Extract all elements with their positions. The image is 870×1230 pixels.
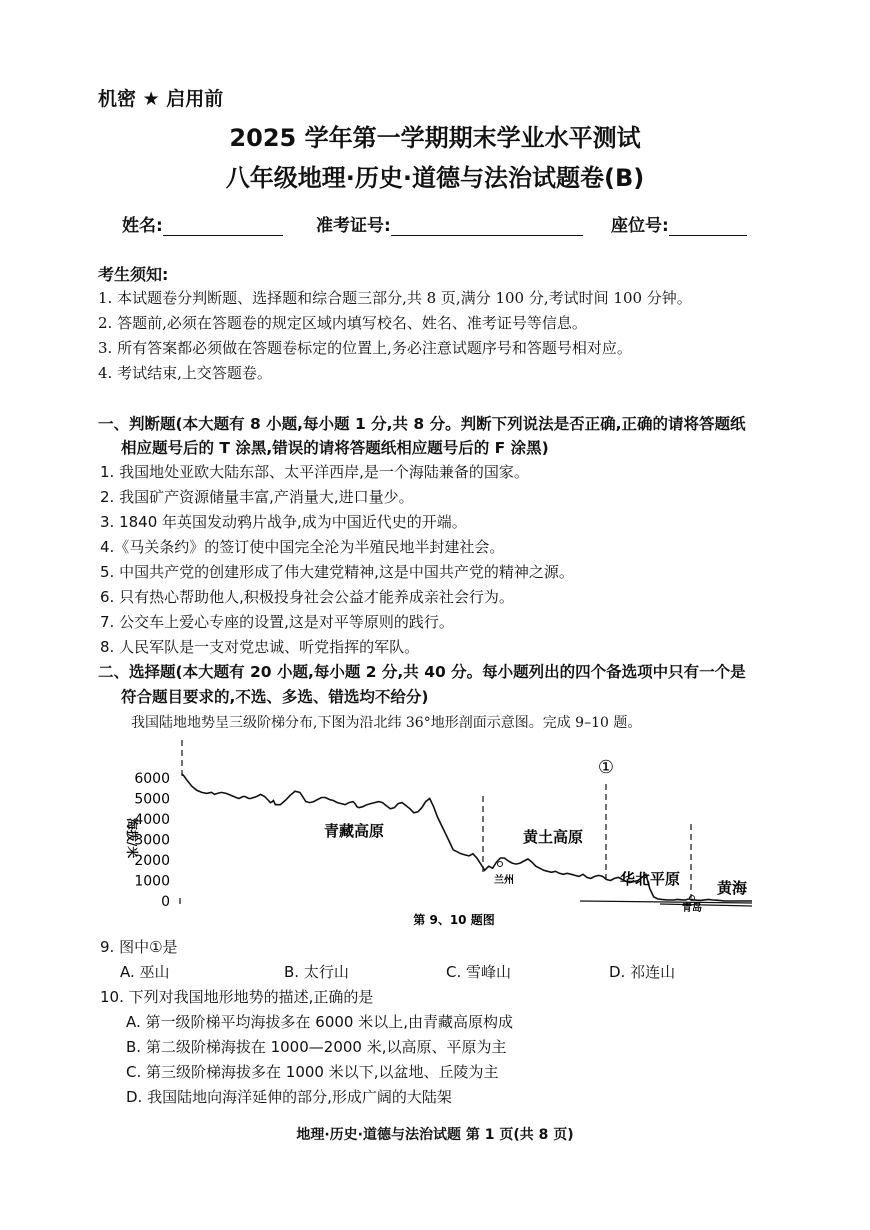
notes-heading: 考生须知: (98, 265, 169, 284)
y-tick-label: 2000 (134, 853, 170, 869)
judgment-item: 1. 我国地处亚欧大陆东部、太平洋西岸,是一个海陆兼备的国家。 (100, 463, 529, 481)
note-item: 4. 考试结束,上交答题卷。 (98, 364, 272, 382)
region-label: 黄土高原 (522, 828, 584, 846)
y-tick-label: 0 (161, 894, 170, 910)
region-label: 黄海 (716, 879, 748, 897)
note-item: 2. 答题前,必须在答题卷的规定区域内填写校名、姓名、准考证号等信息。 (98, 314, 587, 332)
region-label: 青藏高原 (323, 822, 385, 840)
exam-id-blank[interactable] (391, 217, 583, 236)
y-tick-label: 3000 (134, 832, 170, 849)
q10-option-d[interactable]: D. 我国陆地向海洋延伸的部分,形成广阔的大陆架 (126, 1088, 452, 1106)
note-item: 3. 所有答案都必须做在答题卷标定的位置上,务必注意试题序号和答题号相对应。 (98, 339, 632, 357)
y-tick-label: 1000 (134, 873, 170, 890)
place-dot (498, 862, 503, 867)
name-blank[interactable] (163, 217, 283, 236)
section1-heading-cont: 相应题号后的 T 涂黑,错误的请将答题纸相应题号后的 F 涂黑) (121, 439, 549, 457)
judgment-item: 3. 1840 年英国发动鸦片战争,成为中国近代史的开端。 (100, 513, 467, 531)
exam-id-field[interactable] (316, 211, 583, 236)
name-field[interactable] (122, 211, 283, 236)
question-9: 9. 图中①是 (100, 938, 178, 956)
mountain-marker: ① (597, 757, 615, 778)
seat-label: 座位号: (611, 216, 669, 236)
terrain-profile-chart (100, 738, 760, 934)
y-tick-label: 5000 (134, 791, 170, 808)
exam-title: 2025 学年第一学期期末学业水平测试 (229, 124, 641, 152)
section2-heading-cont: 符合题目要求的,不选、多选、错选均不给分) (121, 688, 429, 706)
y-tick-label: 6000 (134, 771, 170, 787)
q10-option-b[interactable]: B. 第二级阶梯海拔在 1000—2000 米,以高原、平原为主 (126, 1038, 507, 1056)
y-tick-labels (134, 771, 170, 910)
question-10: 10. 下列对我国地形地势的描述,正确的是 (100, 988, 374, 1006)
y-tick-label: 4000 (134, 812, 170, 828)
q9-option-d[interactable]: D. 祁连山 (609, 963, 676, 981)
page-footer: 地理·历史·道德与法治试题 第 1 页(共 8 页) (296, 1127, 574, 1143)
q10-option-a[interactable]: A. 第一级阶梯平均海拔多在 6000 米以上,由青藏高原构成 (126, 1013, 514, 1031)
name-label: 姓名: (122, 216, 163, 236)
seat-field[interactable] (611, 211, 747, 236)
judgment-item: 5. 中国共产党的创建形成了伟大建党精神,这是中国共产党的精神之源。 (100, 563, 574, 581)
seat-blank[interactable] (669, 217, 747, 236)
place-label: 兰州 (494, 875, 514, 886)
q9-option-a[interactable]: A. 巫山 (120, 963, 170, 981)
place-label: 青岛 (682, 903, 702, 914)
judgment-item: 6. 只有热心帮助他人,积极投身社会公益才能养成亲社会行为。 (100, 588, 514, 606)
note-item: 1. 本试题卷分判断题、选择题和综合题三部分,共 8 页,满分 100 分,考试时间 100 分钟。 (98, 289, 692, 307)
judgment-item: 2. 我国矿产资源储量丰富,产消量大,进口量少。 (100, 488, 414, 506)
confidential-label: 机密 ★ 启用前 (98, 88, 224, 110)
q9-option-c[interactable]: C. 雪峰山 (446, 963, 512, 981)
q10-option-c[interactable]: C. 第三级阶梯海拔多在 1000 米以下,以盆地、丘陵为主 (126, 1063, 499, 1081)
section1-heading: 一、判断题(本大题有 8 小题,每小题 1 分,共 8 分。判断下列说法是否正确,正确的请将答题纸 (98, 415, 746, 433)
baseline-segment (660, 904, 752, 906)
judgment-item: 8. 人民军队是一支对党忠诚、听党指挥的军队。 (100, 638, 420, 656)
y-axis-label: 海拔/米 (125, 817, 139, 859)
judgment-item: 7. 公交车上爱心专座的设置,这是对平等原则的践行。 (100, 613, 454, 631)
paper-title: 八年级地理·历史·道德与法治试题卷(B) (225, 164, 645, 192)
judgment-item: 4.《马关条约》的签订使中国完全沦为半殖民地半封建社会。 (100, 538, 505, 556)
region-labels (324, 822, 748, 897)
section2-heading: 二、选择题(本大题有 20 小题,每小题 2 分,共 40 分。每小题列出的四个备选项中只有一个是 (98, 663, 746, 681)
q9-option-b[interactable]: B. 太行山 (284, 963, 349, 981)
exam-id-label: 准考证号: (316, 216, 391, 236)
question-intro: 我国陆地地势呈三级阶梯分布,下图为沿北纬 36°地形剖面示意图。完成 9–10 题。 (131, 715, 642, 731)
figure-caption: 第 9、10 题图 (413, 913, 495, 927)
region-label: 华北平原 (619, 870, 681, 888)
